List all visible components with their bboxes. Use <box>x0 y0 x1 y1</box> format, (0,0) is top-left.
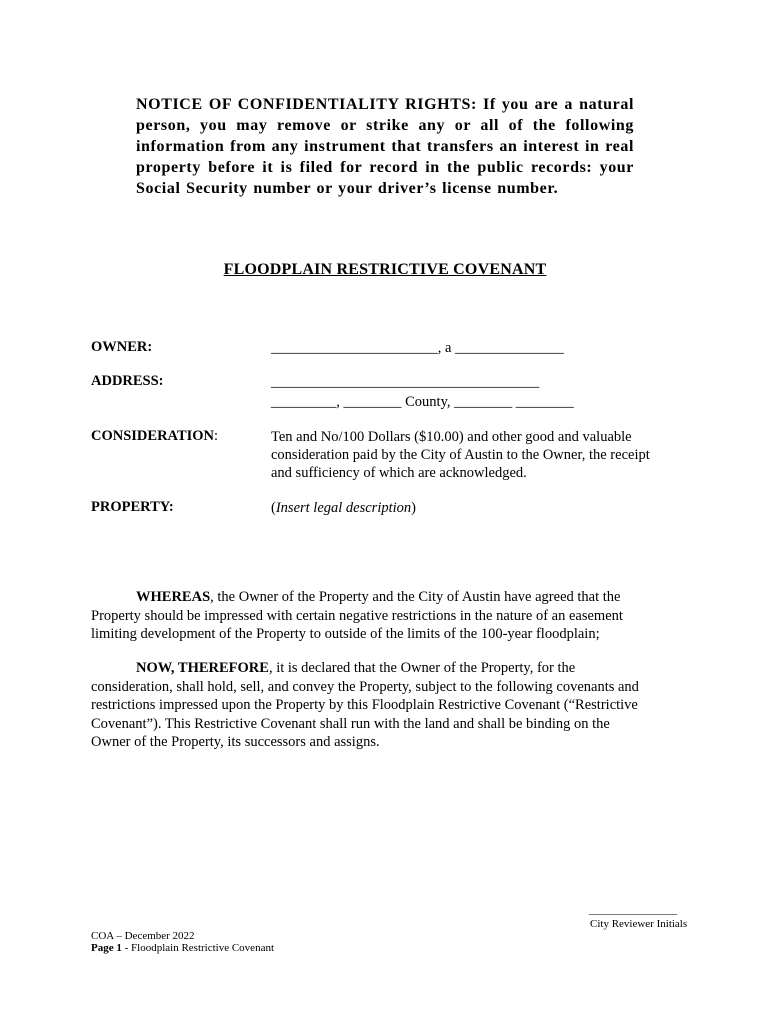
consideration-line-1: Ten and No/100 Dollars ($10.00) and other good and valuable <box>271 429 632 445</box>
footer-date: COA – December 2022 <box>91 930 195 942</box>
consideration-label <box>91 428 218 445</box>
consideration-line-3: and sufficiency of which are acknowledged. <box>271 465 527 481</box>
now-therefore-line-2: consideration, shall hold, sell, and convey the Property, subject to the following covenants and <box>91 678 639 695</box>
now-therefore-line-4: Covenant”). This Restrictive Covenant shall run with the land and shall be binding on the <box>91 715 610 732</box>
owner-label: OWNER: <box>91 339 153 355</box>
property-legal-description: Insert legal description <box>275 500 412 516</box>
consideration-label-text: CONSIDERATION <box>91 428 215 444</box>
now-therefore-lead: NOW, THEREFORE <box>136 660 269 676</box>
whereas-line-1 <box>91 588 673 607</box>
consideration-colon: : <box>214 428 219 444</box>
property-open-paren: ( <box>271 500 276 516</box>
initials-signature-line: ________________ <box>589 904 677 916</box>
footer-page <box>91 942 274 954</box>
now-therefore-paragraph <box>91 659 673 752</box>
whereas-lead: WHEREAS <box>136 589 211 605</box>
address-line-2: _________, ________ County, ________ ________ <box>271 394 574 410</box>
initials-label: City Reviewer Initials <box>590 918 688 930</box>
whereas-paragraph <box>91 588 673 644</box>
confidentiality-notice: NOTICE OF CONFIDENTIALITY RIGHTS: If you are a natural person, you may remove or strike any or all of the following information from any instrument that transfers an interest in real property before it is filed for record in the public records: your Social Security number or your driver’s license number. <box>136 96 634 197</box>
property-close-paren: ) <box>411 500 417 516</box>
document-title: FLOODPLAIN RESTRICTIVE COVENANT <box>223 261 547 278</box>
whereas-line-1-text: , the Owner of the Property and the City of Austin have agreed that the <box>210 589 621 605</box>
now-therefore-line-5: Owner of the Property, its successors and assigns. <box>91 734 380 750</box>
now-therefore-line-3: restrictions impressed upon the Property by this Floodplain Restrictive Covenant (“Restrictive <box>91 697 638 713</box>
consideration-line-2: consideration paid by the City of Austin to the Owner, the receipt <box>271 447 650 463</box>
footer-page-title: - Floodplain Restrictive Covenant <box>121 942 275 954</box>
property-value <box>271 499 416 517</box>
property-label: PROPERTY: <box>91 499 174 515</box>
now-therefore-line-1-text: , it is declared that the Owner of the Property, for the <box>268 660 576 676</box>
owner-value: _______________________, a _______________ <box>271 340 564 356</box>
address-label: ADDRESS: <box>91 373 164 389</box>
whereas-line-3: limiting development of the Property to outside of the limits of the 100-year floodplain; <box>91 626 600 642</box>
address-line-1: _____________________________________ <box>271 374 540 390</box>
now-therefore-line-1 <box>91 659 673 678</box>
whereas-line-2: Property should be impressed with certain negative restrictions in the nature of an easement <box>91 607 623 624</box>
footer-page-number: Page 1 <box>91 942 122 954</box>
